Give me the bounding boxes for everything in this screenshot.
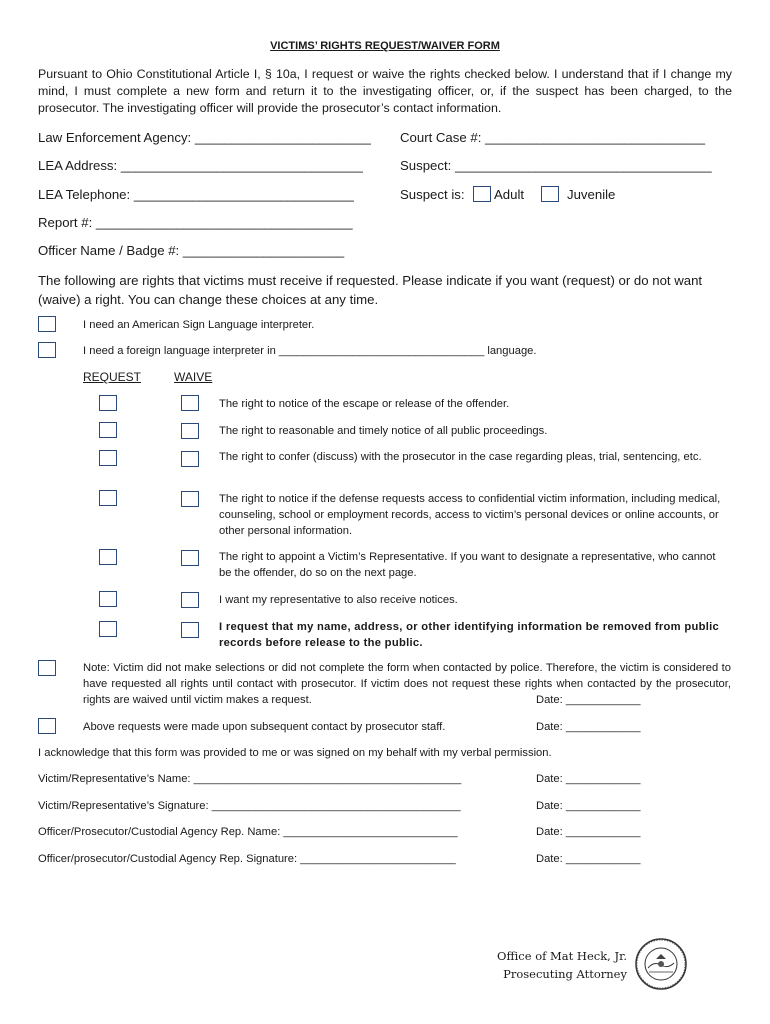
victim-name-field[interactable]: Victim/Representative’s Name: ___________________________________________ bbox=[38, 773, 462, 785]
note-text: Note: Victim did not make selections or did not complete the form when contacted by police. Therefore, the victim is considered to have requested all rights until contact with prosecutor. If victim does not request these rights when contacted by the prosecutor, rights are waived until victim makes a request. bbox=[83, 662, 731, 706]
field-officer-badge[interactable]: Officer Name / Badge #: ______________________ bbox=[38, 243, 345, 258]
victim-signature-date-field[interactable]: Date: ____________ bbox=[536, 800, 641, 812]
rights-intro: The following are rights that victims must receive if requested. Please indicate if you want (request) or do not want (waive) a right. You can change these choices at any time. bbox=[38, 273, 703, 307]
note-checkbox[interactable] bbox=[38, 660, 56, 676]
officer-signature-date-field[interactable]: Date: ____________ bbox=[536, 853, 641, 865]
field-report[interactable]: Report #: ___________________________________ bbox=[38, 215, 353, 230]
acknowledge-text: I acknowledge that this form was provided to me or was signed on my behalf with my verbal permission. bbox=[38, 747, 552, 759]
suspect-is-label: Suspect is: bbox=[400, 187, 465, 202]
victim-name-date-field[interactable]: Date: ____________ bbox=[536, 773, 641, 785]
officer-name-field[interactable]: Officer/Prosecutor/Custodial Agency Rep. Name: ____________________________ bbox=[38, 826, 458, 838]
right-1-request-checkbox[interactable] bbox=[99, 395, 117, 411]
right-6-text: I want my representative to also receive notices. bbox=[219, 594, 458, 606]
right-6-request-checkbox[interactable] bbox=[99, 591, 117, 607]
field-law-enforcement-agency[interactable]: Law Enforcement Agency: ________________________ bbox=[38, 130, 371, 145]
subsequent-contact-checkbox[interactable] bbox=[38, 718, 56, 734]
field-court-case[interactable]: Court Case #: ______________________________ bbox=[400, 130, 706, 145]
column-header-request: REQUEST bbox=[83, 370, 142, 384]
right-4-request-checkbox[interactable] bbox=[99, 490, 117, 506]
subsequent-date-field[interactable]: Date: ____________ bbox=[536, 721, 641, 733]
right-1-waive-checkbox[interactable] bbox=[181, 395, 199, 411]
footer-office-title: Prosecuting Attorney bbox=[503, 967, 627, 981]
juvenile-label: Juvenile bbox=[567, 187, 616, 202]
right-3-request-checkbox[interactable] bbox=[99, 450, 117, 466]
officer-signature-field[interactable]: Officer/prosecutor/Custodial Agency Rep. Signature: _________________________ bbox=[38, 853, 456, 865]
field-lea-address[interactable]: LEA Address: _________________________________ bbox=[38, 158, 363, 173]
county-seal-icon bbox=[634, 937, 688, 991]
right-7-text: I request that my name, address, or other identifying information be removed from public records before release to the public. bbox=[219, 621, 720, 649]
footer-office-name: Office of Mat Heck, Jr. bbox=[497, 949, 627, 963]
right-2-request-checkbox[interactable] bbox=[99, 422, 117, 438]
right-7-request-checkbox[interactable] bbox=[99, 621, 117, 637]
adult-checkbox[interactable] bbox=[473, 186, 491, 202]
right-3-text: The right to confer (discuss) with the prosecutor in the case regarding pleas, trial, sentencing, etc. bbox=[219, 451, 702, 463]
asl-interpreter-checkbox[interactable] bbox=[38, 316, 56, 332]
subsequent-contact-text: Above requests were made upon subsequent contact by prosecutor staff. bbox=[83, 721, 446, 733]
juvenile-checkbox[interactable] bbox=[541, 186, 559, 202]
foreign-interpreter-checkbox[interactable] bbox=[38, 342, 56, 358]
right-4-waive-checkbox[interactable] bbox=[181, 491, 199, 507]
right-5-text: The right to appoint a Victim’s Representative. If you want to designate a representative, who cannot be the offender, do so on the next page. bbox=[219, 551, 716, 579]
victim-signature-field[interactable]: Victim/Representative’s Signature: ________________________________________ bbox=[38, 800, 461, 812]
intro-paragraph: Pursuant to Ohio Constitutional Article I, § 10a, I request or waive the rights checked below. I understand that if I change my mind, I must complete a new form and return it to the investigating officer, or, if the suspect has been charged, to the prosecutor. The investigating officer will provide the prosecutor’s contact information. bbox=[38, 67, 732, 115]
form-title: VICTIMS’ RIGHTS REQUEST/WAIVER FORM bbox=[270, 40, 500, 52]
adult-label: Adult bbox=[494, 187, 525, 202]
footer-office bbox=[430, 947, 627, 983]
officer-name-date-field[interactable]: Date: ____________ bbox=[536, 826, 641, 838]
right-5-request-checkbox[interactable] bbox=[99, 549, 117, 565]
right-4-text: The right to notice if the defense requests access to confidential victim information, including medical, counseling, school or employment records, access to victim’s personal devices or online accounts, or other personal information. bbox=[219, 493, 721, 537]
right-5-waive-checkbox[interactable] bbox=[181, 550, 199, 566]
right-2-waive-checkbox[interactable] bbox=[181, 423, 199, 439]
field-suspect[interactable]: Suspect: ___________________________________ bbox=[400, 158, 712, 173]
field-lea-telephone[interactable]: LEA Telephone: ______________________________ bbox=[38, 187, 354, 202]
note-date-field[interactable]: Date: ____________ bbox=[536, 694, 641, 706]
right-3-waive-checkbox[interactable] bbox=[181, 451, 199, 467]
right-1-text: The right to notice of the escape or release of the offender. bbox=[219, 398, 510, 410]
column-header-waive: WAIVE bbox=[174, 370, 213, 384]
foreign-interpreter-label: I need a foreign language interpreter in _________________________________ language. bbox=[83, 345, 537, 357]
right-2-text: The right to reasonable and timely notice of all public proceedings. bbox=[219, 425, 548, 437]
right-7-waive-checkbox[interactable] bbox=[181, 622, 199, 638]
right-6-waive-checkbox[interactable] bbox=[181, 592, 199, 608]
asl-interpreter-label: I need an American Sign Language interpreter. bbox=[83, 319, 315, 331]
